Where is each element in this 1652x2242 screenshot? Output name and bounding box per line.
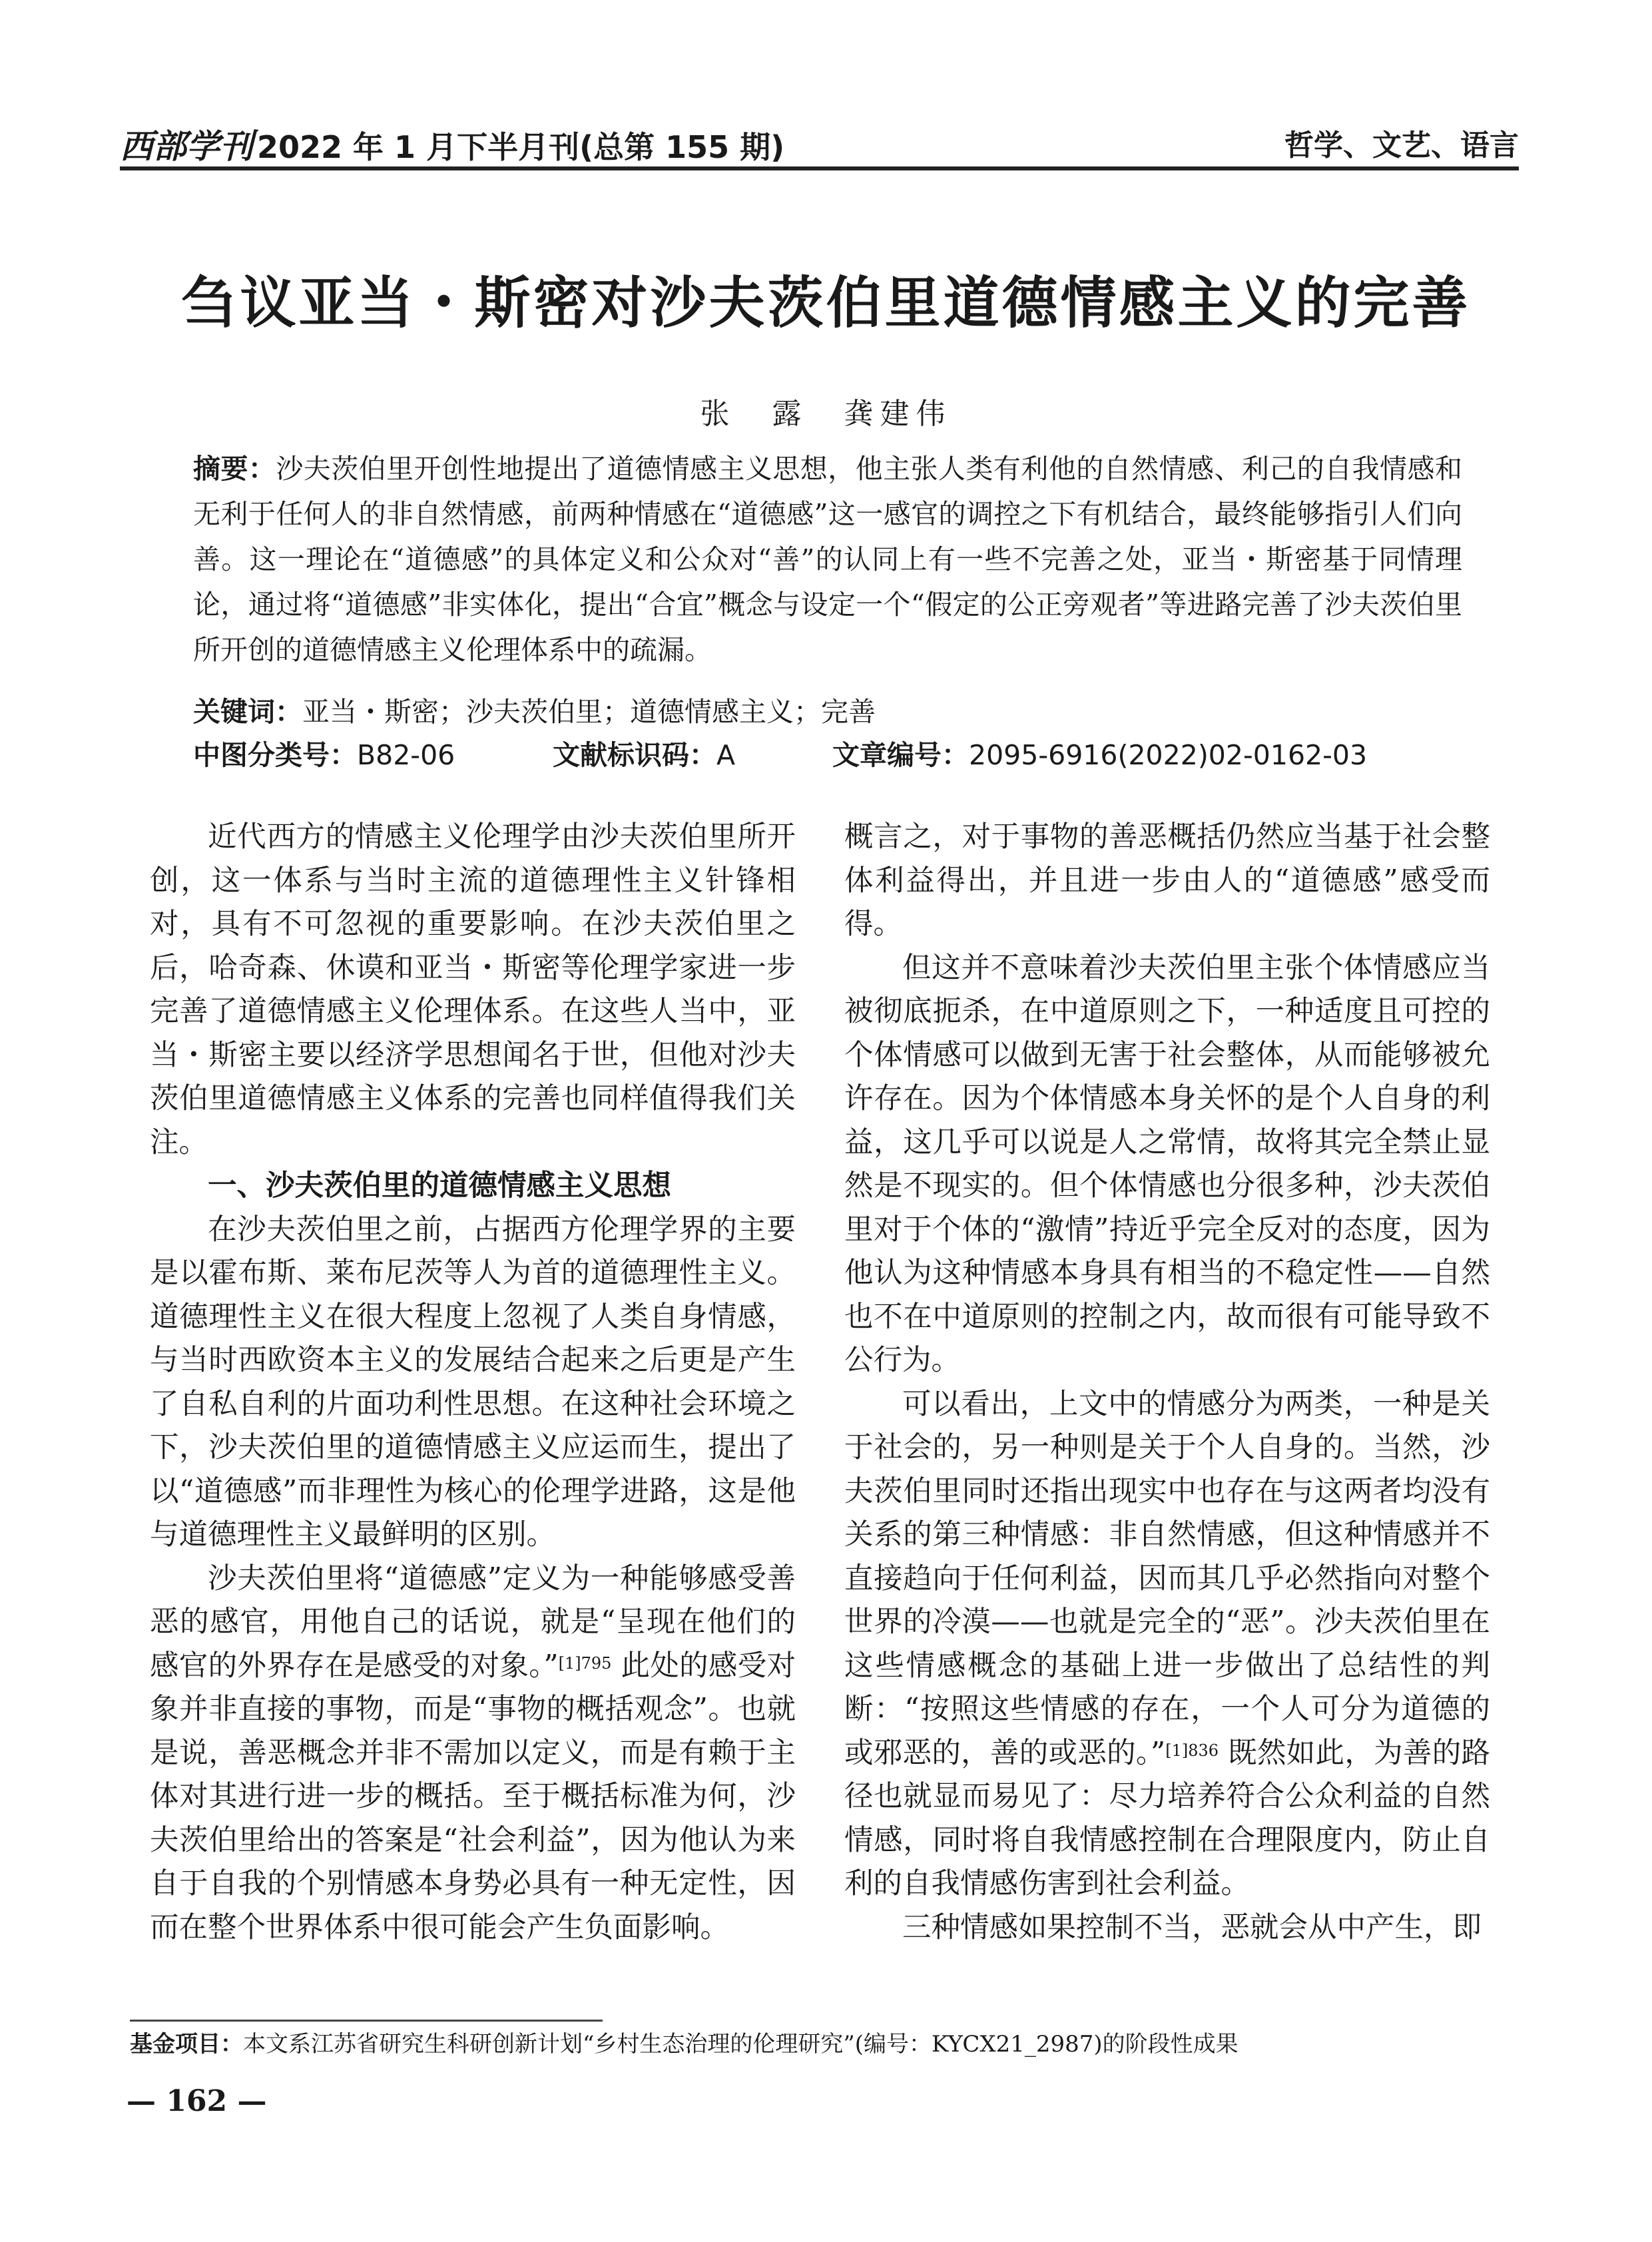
- paragraph-text: 此处的感受对象并非直接的事物，而是“事物的概括观念”。也就是说，善恶概念并非不需加以定义，而是有赖于主体对其进行进一步的概括。至于概括标准为何，沙夫茨伯里给出的答案是“社会利益”，因为他认为来自于自我的个别情感本身势必具有一种无定性，因而在整个世界体系中很可能会产生负面影响。: [150, 1649, 796, 1944]
- citation: [1]836: [1165, 1741, 1219, 1760]
- funding-text: 本文系江苏省研究生科研创新计划“乡村生态治理的伦理研究”(编号：KYCX21_2987)的阶段性成果: [243, 2031, 1239, 2058]
- clc-code: [193, 732, 455, 778]
- doc-value: A: [716, 739, 736, 771]
- abstract: [193, 446, 1462, 673]
- paragraph: [150, 1557, 796, 1950]
- doc-label: 文献标识码：: [553, 739, 716, 771]
- journal-name: [120, 120, 784, 168]
- funding-label: 基金项目：: [130, 2031, 243, 2058]
- funding-note: [130, 2028, 1552, 2061]
- paragraph: 概言之，对于事物的善恶概括仍然应当基于社会整体利益得出，并且进一步由人的“道德感”感受而得。: [844, 820, 1490, 941]
- citation: [1]795: [558, 1653, 612, 1673]
- page-number: — 162 —: [127, 2084, 267, 2118]
- paragraph-text: 沙夫茨伯里将“道德感”定义为一种能够感受善恶的感官，用他自己的话说，就是“呈现在他们的感官的外界存在是感受的对象。”: [150, 1561, 796, 1683]
- article-label: 文章编号：: [832, 739, 969, 771]
- running-header: [120, 113, 1519, 166]
- clc-value: B82-06: [357, 739, 455, 771]
- paragraph: [844, 1383, 1490, 1906]
- keywords-text: 亚当・斯密；沙夫茨伯里；道德情感主义；完善: [302, 696, 876, 728]
- left-column: [150, 816, 796, 1950]
- section-heading: 一、沙夫茨伯里的道德情感主义思想: [208, 1169, 671, 1203]
- paragraph: 在沙夫茨伯里之前，占据西方伦理学界的主要是以霍布斯、莱布尼茨等人为首的道德理性主义。道德理性主义在很大程度上忽视了人类自身情感，与当时西欧资本主义的发展结合起来之后更是产生了自私自利的片面功利性思想。在这种社会环境之下，沙夫茨伯里的道德情感主义应运而生，提出了以“道德感”而非理性为核心的伦理学进路，这是他与道德理性主义最鲜明的区别。: [150, 1213, 796, 1551]
- journal-logo: 西部学刊: [120, 127, 253, 166]
- keywords: [193, 689, 1462, 734]
- right-column: [844, 816, 1490, 1950]
- clc-label: 中图分类号：: [193, 739, 357, 771]
- header-rule: [120, 166, 1519, 170]
- document-code: [553, 732, 735, 778]
- abstract-label: 摘要：: [193, 453, 276, 485]
- paragraph: 但这并不意味着沙夫茨伯里主张个体情感应当被彻底扼杀，在中道原则之下，一种适度且可控的个体情感可以做到无害于社会整体，从而能够被允许存在。因为个体情感本身关怀的是个人自身的利益，这几乎可以说是人之常情，故将其完全禁止显然是不现实的。但个体情感也分很多种，沙夫茨伯里对于个体的“激情”持近乎完全反对的态度，因为他认为这种情感本身具有相当的不稳定性——自然也不在中道原则的控制之内，故而很有可能导致不公行为。: [844, 951, 1490, 1377]
- paragraph: 三种情感如果控制不当，恶就会从中产生，即: [902, 1910, 1482, 1944]
- paragraph-text: 可以看出，上文中的情感分为两类，一种是关于社会的，另一种则是关于个人自身的。当然，沙夫茨伯里同时还指出现实中也存在与这两者均没有关系的第三种情感：非自然情感，但这种情感并不直接趋向于任何利益，因而其几乎必然指向对整个世界的冷漠——也就是完全的“恶”。沙夫茨伯里在这些情感概念的基础上进一步做出了总结性的判断：“按照这些情感的存在，一个人可分为道德的或邪恶的，善的或恶的。”: [844, 1387, 1490, 1770]
- paragraph-text: 既然如此，为善的路径也就显而易见了：尽力培养符合公众利益的自然情感，同时将自我情感控制在合理限度内，防止自利的自我情感伤害到社会利益。: [844, 1736, 1490, 1900]
- abstract-text: 沙夫茨伯里开创性地提出了道德情感主义思想，他主张人类有利他的自然情感、利己的自我情感和无利于任何人的非自然情感，前两种情感在“道德感”这一感官的调控之下有机结合，最终能够指引人们向善。这一理论在“道德感”的具体定义和公众对“善”的认同上有一些不完善之处，亚当・斯密基于同情理论，通过将“道德感”非实体化，提出“合宜”概念与设定一个“假定的公正旁观者”等进路完善了沙夫茨伯里所开创的道德情感主义伦理体系中的疏漏。: [193, 453, 1463, 666]
- paragraph: 近代西方的情感主义伦理学由沙夫茨伯里所开创，这一体系与当时主流的道德理性主义针锋相对，具有不可忽视的重要影响。在沙夫茨伯里之后，哈奇森、休谟和亚当・斯密等伦理学家进一步完善了道德情感主义伦理体系。在这些人当中，亚当・斯密主要以经济学思想闻名于世，但他对沙夫茨伯里道德情感主义体系的完善也同样值得我们关注。: [150, 820, 796, 1159]
- journal-issue: 2022 年 1 月下半月刊(总第 155 期): [257, 129, 785, 165]
- authors: 张 露 龚建伟: [700, 397, 952, 431]
- article-value: 2095-6916(2022)02-0162-03: [969, 739, 1368, 771]
- footnote-rule: [130, 2020, 603, 2022]
- keywords-label: 关键词：: [193, 696, 302, 728]
- section-name: 哲学、文艺、语言: [1284, 129, 1519, 162]
- article-title: 刍议亚当・斯密对沙夫茨伯里道德情感主义的完善: [181, 270, 1471, 336]
- article-number: [832, 732, 1367, 778]
